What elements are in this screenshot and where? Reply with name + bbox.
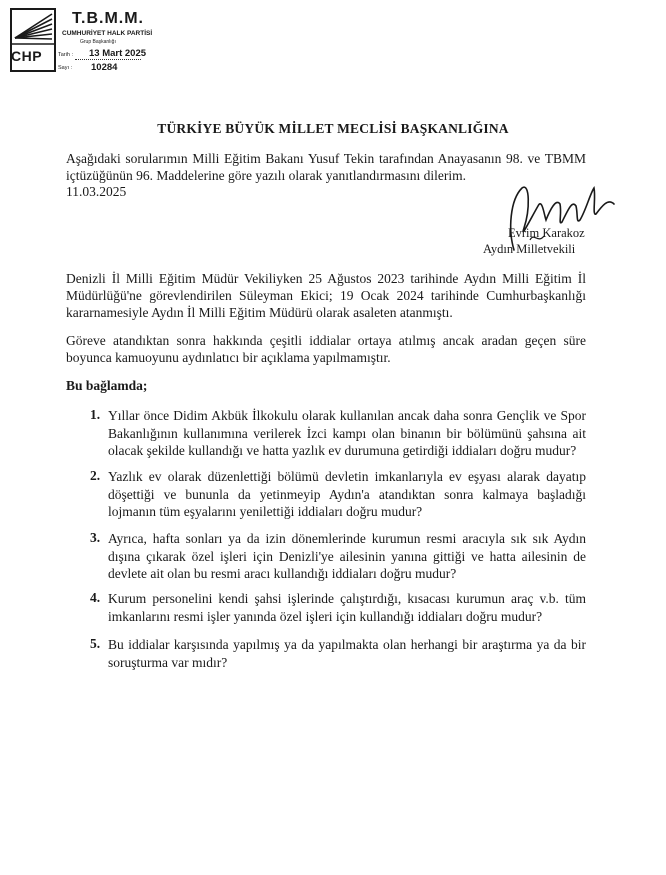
date-label: Tarih :	[58, 52, 73, 58]
section-heading: Bu bağlamda;	[66, 378, 148, 393]
question-number: 3.	[90, 530, 101, 545]
party-name: CUMHURİYET HALK PARTİSİ	[62, 30, 153, 37]
group-name: Grup Başkanlığı	[80, 39, 116, 45]
question-text: Kurum personelini kendi şahsi işlerinde çalıştırdığı, kısacası kurumun araç v.b. tüm imkanlarını resmi işler yanında özel işleri için kullandığı iddiaları doğru mudur?	[108, 591, 586, 624]
logo-label: CHP	[11, 48, 43, 64]
document-title: TÜRKİYE BÜYÜK MİLLET MECLİSİ BAŞKANLIĞINA	[157, 121, 509, 136]
document-date: 11.03.2025	[66, 184, 127, 199]
number-value: 10284	[91, 62, 118, 73]
body-paragraph-2: Göreve atandıktan sonra hakkında çeşitli iddialar ortaya atılmış ancak aradan geçen süre boyunca kamuoyunu aydınlatıcı bir açıklama yapılmamıştır.	[66, 333, 586, 365]
question-text: Yazlık ev olarak düzenlettiği bölümü devletin imkanlarıyla ev eşyası alarak dayatıp döşettiği ve bununla da yetinmeyip Aydın'a atandıktan sonra kalmaya başladığı lojmanın tüm eşyalarını yenilettiği iddiaları doğru mudur?	[108, 469, 586, 519]
number-label: Sayı :	[58, 65, 73, 71]
signer-name: Evrim Karakoz	[508, 226, 585, 240]
intro-paragraph: Aşağıdaki sorularımın Milli Eğitim Bakanı Yusuf Tekin tarafından Anayasanın 98. ve TBMM içtüzüğünün 96. Maddelerine göre yazılı olarak yanıtlandırmasını dilerim.	[66, 151, 586, 183]
question-number: 2.	[90, 468, 101, 483]
question-number: 5.	[90, 636, 101, 651]
question-text: Yıllar önce Didim Akbük İlkokulu olarak kullanılan ancak daha sonra Gençlik ve Spor Bakanlığının kullanımına verilerek İzci kampı olan binanın bir bölümünü şahsına ait olacak şekilde kullandığı ve hatta yazlık ev durumuna getirdiği iddiaları doğru mudur?	[108, 408, 586, 458]
signer-title: Aydın Milletvekili	[483, 242, 576, 256]
body-paragraph-1: Denizli İl Milli Eğitim Müdür Vekiliyken 25 Ağustos 2023 tarihinde Aydın Milli Eğitim İl Müdürlüğü'ne görevlendirilen Süleyman Ekici; 19 Ocak 2024 tarihinde Cumhurbaşkanlığı kararnamesiyle Aydın İl Milli Eğitim Müdürü olarak asaleten atanmıştı.	[66, 271, 586, 320]
institution-name: T.B.M.M.	[72, 10, 144, 27]
date-value: 13 Mart 2025	[89, 48, 147, 59]
question-number: 4.	[90, 590, 101, 605]
question-text: Ayrıca, hafta sonları ya da izin dönemlerinde kurumun resmi aracıyla sık sık Aydın dışına çıkarak özel işleri için Denizli'ye ailesinin yanına gittiği ve hatta ailesinin de devlete ait olan bu resmi aracı kullandığı iddiaları doğru mudur?	[108, 531, 586, 581]
question-number: 1.	[90, 407, 101, 422]
date-underline	[75, 59, 141, 60]
question-text: Bu iddialar karşısında yapılmış ya da yapılmakta olan herhangi bir araştırma ya da bir soruşturma var mıdır?	[108, 637, 586, 670]
